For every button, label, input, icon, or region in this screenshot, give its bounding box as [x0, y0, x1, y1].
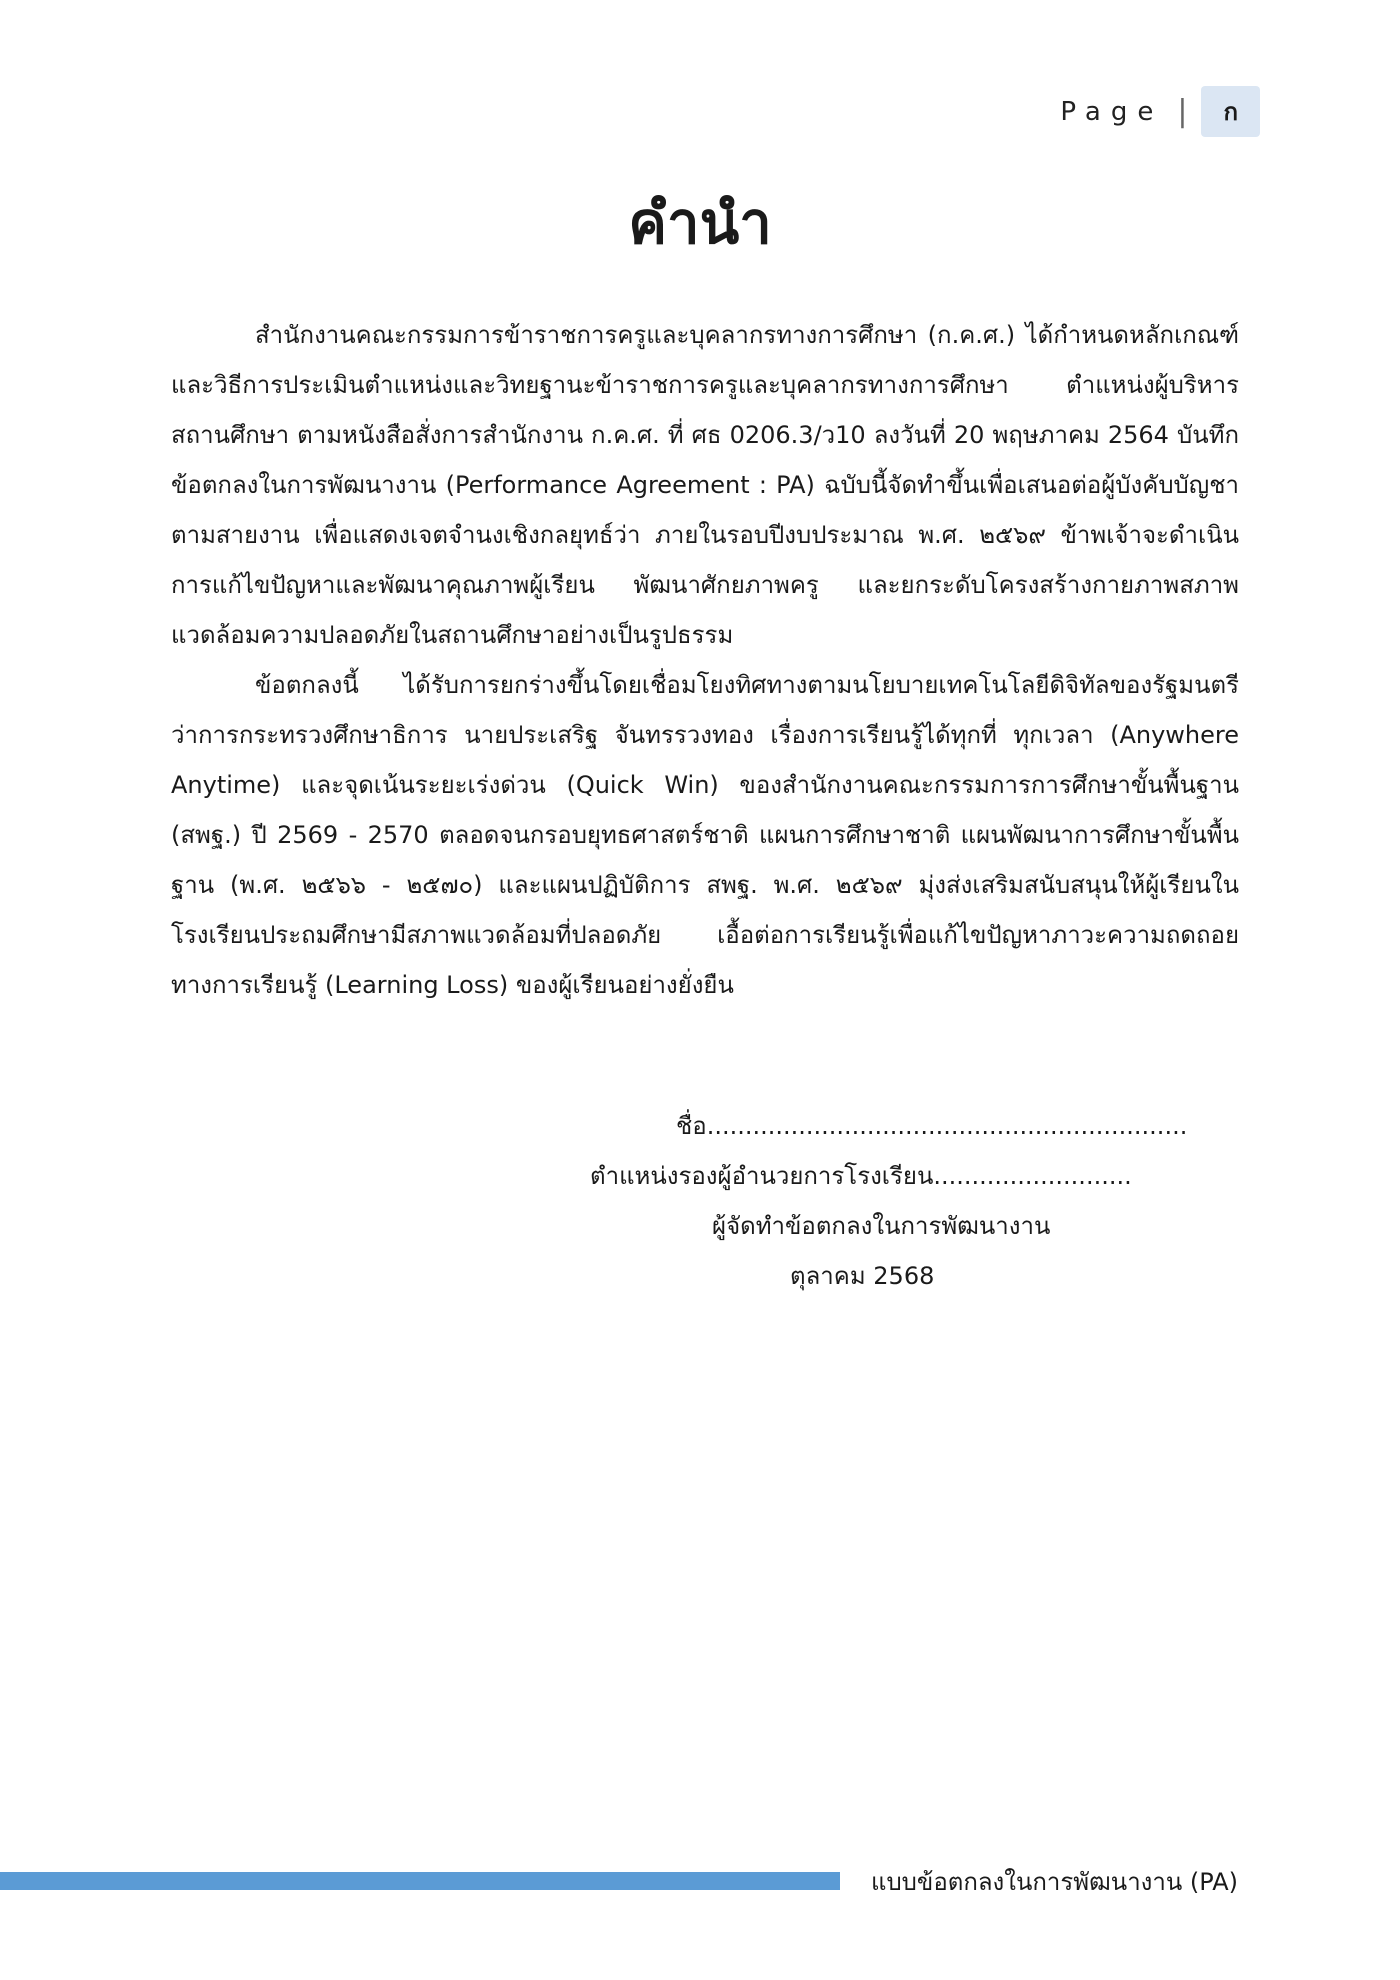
document-body [171, 310, 1239, 1010]
page-separator: | [1177, 94, 1188, 129]
footer-bar [0, 1872, 840, 1890]
signature-name-line: ชื่อ............................................................... [676, 1112, 1188, 1140]
page-number: ก [1201, 86, 1260, 137]
paragraph-1: สำนักงานคณะกรรมการข้าราชการครูและบุคลากรทางการศึกษา (ก.ค.ศ.) ได้กำหนดหลักเกณฑ์และวิธีการประเมินตำแหน่งและวิทยฐานะข้าราชการครูและบุคลากรทางการศึกษา ตำแหน่งผู้บริหารสถานศึกษา ตามหนังสือสั่งการสำนักงาน ก.ค.ศ. ที่ ศธ 0206.3/ว10 ลงวันที่ 20 พฤษภาคม 2564 บันทึกข้อตกลงในการพัฒนางาน (Performance Agreement : PA) ฉบับนี้จัดทำขึ้นเพื่อเสนอต่อผู้บังคับบัญชาตามสายงาน เพื่อแสดงเจตจำนงเชิงกลยุทธ์ว่า ภายในรอบปีงบประมาณ พ.ศ. ๒๕๖๙ ข้าพเจ้าจะดำเนินการแก้ไขปัญหาและพัฒนาคุณภาพผู้เรียน พัฒนาศักยภาพครู และยกระดับโครงสร้างกายภาพสภาพแวดล้อมความปลอดภัยในสถานศึกษาอย่างเป็นรูปธรรม [171, 321, 1239, 649]
page-header [1060, 86, 1260, 137]
footer-text: แบบข้อตกลงในการพัฒนางาน (PA) [870, 1868, 1238, 1896]
signature-position-line: ตำแหน่งรองผู้อำนวยการโรงเรียน.......................... [590, 1162, 1132, 1190]
signature-role-line: ผู้จัดทำข้อตกลงในการพัฒนางาน [712, 1212, 1051, 1240]
page-title: คำนำ [628, 189, 772, 257]
paragraph-2: ข้อตกลงนี้ ได้รับการยกร่างขึ้นโดยเชื่อมโยงทิศทางตามนโยบายเทคโนโลยีดิจิทัลของรัฐมนตรีว่าการกระทรวงศึกษาธิการ นายประเสริฐ จันทรรวงทอง เรื่องการเรียนรู้ได้ทุกที่ ทุกเวลา (Anywhere Anytime) และจุดเน้นระยะเร่งด่วน (Quick Win) ของสำนักงานคณะกรรมการการศึกษาขั้นพื้นฐาน (สพฐ.) ปี 2569 - 2570 ตลอดจนกรอบยุทธศาสตร์ชาติ แผนการศึกษาชาติ แผนพัฒนาการศึกษาขั้นพื้นฐาน (พ.ศ. ๒๕๖๖ - ๒๕๗๐) และแผนปฏิบัติการ สพฐ. พ.ศ. ๒๕๖๙ มุ่งส่งเสริมสนับสนุนให้ผู้เรียนในโรงเรียนประถมศึกษามีสภาพแวดล้อมที่ปลอดภัย เอื้อต่อการเรียนรู้เพื่อแก้ไขปัญหาภาวะความถดถอยทางการเรียนรู้ (Learning Loss) ของผู้เรียนอย่างยั่งยืน [171, 671, 1239, 999]
page-label: Page [1060, 96, 1164, 127]
signature-date-line: ตุลาคม 2568 [790, 1262, 935, 1290]
